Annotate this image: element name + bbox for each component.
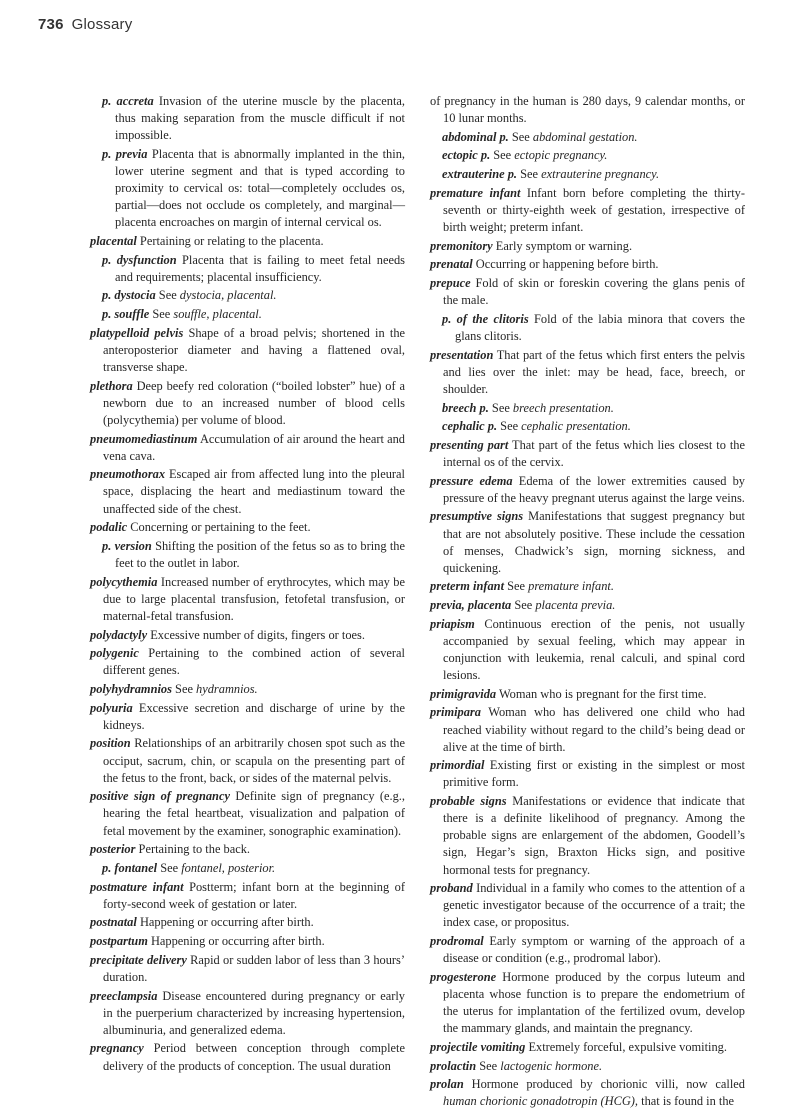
entry-term: presenting part (430, 437, 509, 452)
glossary-entry (430, 616, 745, 684)
right-column (430, 93, 745, 1112)
entry-definition: See (158, 288, 177, 303)
page-number: 736 (38, 16, 64, 33)
glossary-entry (90, 914, 405, 931)
entry-definition: See (479, 1058, 498, 1073)
glossary-entry (102, 146, 405, 231)
entry-cross-reference: cephalic presentation. (521, 419, 631, 434)
glossary-entry (90, 519, 405, 536)
entry-term: prepuce (430, 276, 471, 291)
entry-term: primigravida (430, 686, 497, 701)
glossary-entry (90, 325, 405, 376)
glossary-entry (430, 93, 745, 127)
entry-term: abdominal p. (442, 129, 509, 144)
entry-cross-reference: souffle, placental. (173, 307, 262, 322)
entry-term: p. dysfunction (102, 252, 177, 267)
entry-definition: That part of the fetus which lies closest to the internal os of the cervix. (443, 437, 745, 469)
entry-definition: Hormone produced by chorionic villi, now called (471, 1077, 745, 1092)
entry-definition: Early symptom or warning of the approach of a disease or condition (e.g., prodromal labor). (443, 934, 745, 966)
entry-definition: Shape of a broad pelvis; shortened in the anteroposterior diameter and having a flattened oval, transverse shape. (103, 325, 406, 374)
entry-definition: Concerning or pertaining to the feet. (130, 520, 311, 535)
entry-cross-reference: premature infant. (528, 579, 614, 594)
entry-term: probable signs (430, 794, 507, 809)
glossary-entry (90, 952, 405, 986)
entry-term: p. version (102, 538, 152, 553)
entry-term: previa, placenta (430, 598, 512, 613)
entry-definition: Happening or occurring after birth. (139, 915, 314, 930)
glossary-entry (90, 788, 405, 839)
entry-term: p. accreta (102, 94, 154, 108)
glossary-entry (430, 793, 745, 878)
entry-definition: Fold of skin or foreskin covering the glans penis of the male. (443, 276, 745, 308)
glossary-entry (90, 879, 405, 913)
glossary-entry (90, 627, 405, 644)
entry-term: p. previa (102, 146, 148, 161)
entry-term: polydactyly (90, 627, 148, 642)
entry-definition: Woman who is pregnant for the first time. (498, 686, 707, 701)
entry-definition: Period between conception through complete delivery of the products of conception. The usual duration (103, 1041, 405, 1073)
entry-term: ectopic p. (442, 148, 491, 163)
glossary-entry (90, 988, 405, 1039)
glossary-entry (102, 860, 405, 877)
entry-term: pneumomediastinum (90, 431, 198, 446)
glossary-entry (442, 418, 745, 435)
entry-definition: Shifting the position of the fetus so as to bring the feet to the outlet in labor. (115, 538, 405, 570)
entry-term: primipara (430, 705, 481, 720)
entry-definition: See (511, 129, 530, 144)
entry-cross-reference: breech presentation. (512, 400, 614, 415)
entry-definition: of pregnancy in the human is 280 days, 9 calendar months, or 10 lunar months. (430, 94, 745, 126)
entry-definition: Invasion of the uterine muscle by the placenta, thus making separation from the muscle difficult if not impossible. (115, 94, 405, 143)
glossary-entry (430, 347, 745, 398)
glossary-entry (90, 378, 405, 429)
glossary-entry (90, 841, 405, 858)
entry-term: preterm infant (430, 579, 505, 594)
entry-term: breech p. (442, 400, 489, 415)
entry-definition: Pertaining to the back. (138, 842, 251, 857)
entry-definition: Woman who has delivered one child who had reached viability without regard to the child’s being dead or alive at the time of birth. (443, 705, 746, 754)
entry-definition: See (175, 682, 193, 696)
glossary-entry (430, 597, 745, 614)
entry-definition: Placenta that is failing to meet fetal needs and requirements; placental insufficiency. (115, 252, 405, 284)
entry-term: posterior (90, 842, 136, 857)
entry-definition: Placenta that is abnormally implanted in the thin, lower uterine segment and that is typed according to proximity to cervical os: total—completely occludes os, partial—does not occlude os completely, and marginal—placenta encroaches on margin of internal cervical os. (115, 146, 405, 230)
entry-definition: Continuous erection of the penis, not usually accompanied by sexual feeling, which may appear in conjunction with leukemia, renal calculi, and spinal cord lesions. (443, 616, 746, 683)
glossary-entry (442, 311, 745, 345)
entry-term: positive sign of pregnancy (90, 789, 230, 804)
entry-definition: Occurring or happening before birth. (475, 257, 659, 272)
glossary-entry (90, 700, 405, 734)
entry-term: pneumothorax (90, 467, 166, 482)
entry-definition: Escaped air from affected lung into the pleural space, displacing the heart and mediastinum toward the unaffected side of the chest. (103, 467, 405, 516)
entry-definition: That part of the fetus which first enters the pelvis and lies over the inlet: may be head, face, breech, or shoulder. (443, 347, 746, 396)
entry-cross-reference: fontanel, posterior. (181, 860, 276, 875)
entry-term: prolactin (430, 1058, 477, 1073)
entry-definition: Fold of the labia minora that covers the glans clitoris. (455, 311, 745, 343)
entry-definition: Manifestations or evidence that indicate that there is a definite likelihood of pregnancy. Among the probable signs are enlargement of the abdomen, Goodell’s sign, Hegar’s sign, Braxton Hicks sign, and positive hormonal tests for pregnancy. (443, 794, 745, 877)
entry-cross-reference: placenta previa. (535, 598, 616, 613)
glossary-entry (102, 306, 405, 323)
entry-term: polyhydramnios (90, 682, 172, 696)
entry-definition: See (152, 307, 171, 322)
entry-cross-reference: extrauterine pregnancy. (541, 167, 660, 182)
glossary-entry (442, 400, 745, 417)
entry-cross-reference: lactogenic hormone. (500, 1058, 603, 1073)
glossary-entry (90, 933, 405, 950)
entry-definition: See (514, 598, 533, 613)
glossary-entry (430, 686, 745, 703)
glossary-entry (430, 1058, 745, 1075)
glossary-entry (430, 275, 745, 309)
glossary-entry (430, 473, 745, 507)
entry-cross-reference: abdominal gestation. (532, 129, 638, 144)
entry-definition: See (160, 860, 179, 875)
entry-term: placental (90, 233, 137, 248)
entry-term: p. dystocia (102, 288, 156, 303)
entry-term: prenatal (430, 257, 473, 272)
entry-definition: Deep beefy red coloration (“boiled lobster” hue) of a newborn due to an increased number of blood cells (polycythemia) per volume of blood. (103, 378, 405, 427)
glossary-entry (90, 681, 405, 698)
running-head (38, 16, 132, 33)
entry-definition: Early symptom or warning. (495, 238, 633, 253)
entry-term: premonitory (430, 238, 493, 253)
entry-definition: Excessive number of digits, fingers or toes. (150, 627, 365, 642)
entry-definition: Relationships of an arbitrarily chosen spot such as the occiput, sacrum, chin, or scapula on the presenting part of the fetus to the front, back, or sides of the maternal pelvis. (103, 736, 405, 785)
entry-term: p. fontanel (102, 860, 158, 875)
glossary-entry (430, 704, 745, 755)
entry-term: presentation (430, 347, 494, 362)
entry-definition: Pertaining or relating to the placenta. (139, 233, 324, 248)
section-title: Glossary (71, 16, 133, 33)
entry-term: p. souffle (102, 307, 150, 322)
glossary-entry (430, 880, 745, 931)
glossary-entry (430, 578, 745, 595)
entry-term: progesterone (430, 969, 497, 984)
glossary-entry (102, 252, 405, 286)
entry-term: primordial (430, 758, 485, 773)
entry-term: position (90, 736, 131, 751)
entry-term: postpartum (90, 934, 148, 949)
entry-cross-reference: ectopic pregnancy. (514, 148, 608, 163)
glossary-entry (430, 757, 745, 791)
entry-definition: Postterm; infant born at the beginning of forty-second week of gestation or later. (103, 879, 405, 911)
glossary-entry (430, 1039, 745, 1056)
entry-term: polyuria (90, 700, 133, 715)
entry-cross-reference: dystocia, placental. (179, 288, 277, 303)
entry-definition: Accumulation of air around the heart and vena cava. (103, 431, 405, 463)
entry-term: plethora (90, 378, 133, 393)
entry-definition: Excessive secretion and discharge of urine by the kidneys. (103, 700, 405, 732)
entry-definition: See (491, 400, 510, 415)
glossary-entry (430, 1076, 745, 1110)
entry-definition: Hormone produced by the corpus luteum and placenta whose function is to prepare the endometrium of the uterus for implantation of the fertilized ovum, develop the mammary glands, and maintain the pregnancy. (443, 969, 745, 1036)
glossary-entry (90, 466, 405, 517)
entry-term: presumptive signs (430, 509, 524, 524)
entry-term: postnatal (90, 915, 137, 930)
entry-cross-reference: hydramnios. (196, 682, 258, 696)
glossary-entry (430, 969, 745, 1037)
entry-term: postmature infant (90, 879, 184, 894)
entry-term: cephalic p. (442, 419, 498, 434)
entry-term: platypelloid pelvis (90, 325, 184, 340)
glossary-entry (90, 645, 405, 679)
glossary-entry (90, 735, 405, 786)
glossary-entry (90, 574, 405, 625)
entry-definition: Extremely forceful, expulsive vomiting. (528, 1039, 727, 1054)
entry-term: podalic (90, 520, 128, 535)
entry-definition: Disease encountered during pregnancy or early in the puerperium characterized by increasing hypertension, albuminuria, and generalized edema. (103, 988, 405, 1037)
entry-term: proband (430, 881, 473, 896)
entry-definition: Pertaining to the combined action of several different genes. (103, 646, 405, 678)
glossary-entry (102, 93, 405, 144)
left-column (90, 93, 405, 1076)
glossary-entry (90, 233, 405, 250)
entry-definition: Rapid or sudden labor of less than 3 hours’ duration. (103, 952, 405, 984)
entry-term: extrauterine p. (442, 167, 518, 182)
entry-definition: Happening or occurring after birth. (150, 934, 325, 949)
glossary-entry (430, 238, 745, 255)
glossary-entry (430, 508, 745, 576)
entry-term: polygenic (90, 646, 139, 661)
entry-term: projectile vomiting (430, 1039, 526, 1054)
entry-term: p. of the clitoris (442, 311, 529, 326)
glossary-entry (102, 287, 405, 304)
glossary-entry (430, 185, 745, 236)
entry-term: preeclampsia (90, 988, 158, 1003)
entry-term: polycythemia (90, 574, 158, 589)
entry-definition: See (493, 148, 512, 163)
glossary-entry (430, 256, 745, 273)
entry-term: premature infant (430, 185, 521, 200)
entry-definition: Individual in a family who comes to the attention of a genetic investigator because of the occurrence of a trait; the index case, or propositus. (443, 881, 745, 930)
entry-term: prolan (430, 1077, 464, 1092)
entry-definition: Infant born before completing the thirty-seventh or thirty-eighth week of gestation, irrespective of birth weight; preterm infant. (443, 185, 745, 235)
entry-term: pregnancy (90, 1041, 144, 1056)
glossary-entry (90, 431, 405, 465)
entry-term: prodromal (430, 934, 484, 949)
entry-term: precipitate delivery (90, 952, 187, 967)
entry-definition: Increased number of erythrocytes, which may be due to large placental transfusion, fetofetal transfusion, or maternal-fetal transfusion. (103, 574, 405, 623)
entry-definition-continued: that is found in the (641, 1094, 735, 1109)
entry-term: priapism (430, 616, 475, 631)
glossary-entry (102, 538, 405, 572)
entry-cross-reference: human chorionic gonadotropin (HCG), (443, 1094, 639, 1109)
entry-definition: Existing first or existing in the simplest or most primitive form. (443, 758, 745, 790)
entry-term: pressure edema (430, 473, 513, 488)
entry-definition: Edema of the lower extremities caused by pressure of the heavy pregnant uterus against the large veins. (443, 473, 745, 505)
entry-definition: Manifestations that suggest pregnancy but that are not absolutely positive. These include the cessation of menses, Chadwick’s sign, morning sickness, and quickening. (443, 509, 745, 575)
entry-definition: Definite sign of pregnancy (e.g., hearing the fetal heartbeat, visualization and palpation of fetal movement by the examiner, sonographic examination). (103, 789, 405, 838)
entry-definition: See (507, 579, 526, 594)
glossary-entry (442, 129, 745, 146)
glossary-entry (442, 166, 745, 183)
glossary-entry (442, 147, 745, 164)
entry-definition: See (520, 167, 539, 182)
glossary-entry (90, 1040, 405, 1074)
glossary-entry (430, 437, 745, 471)
glossary-entry (430, 933, 745, 967)
entry-definition: See (500, 419, 519, 434)
